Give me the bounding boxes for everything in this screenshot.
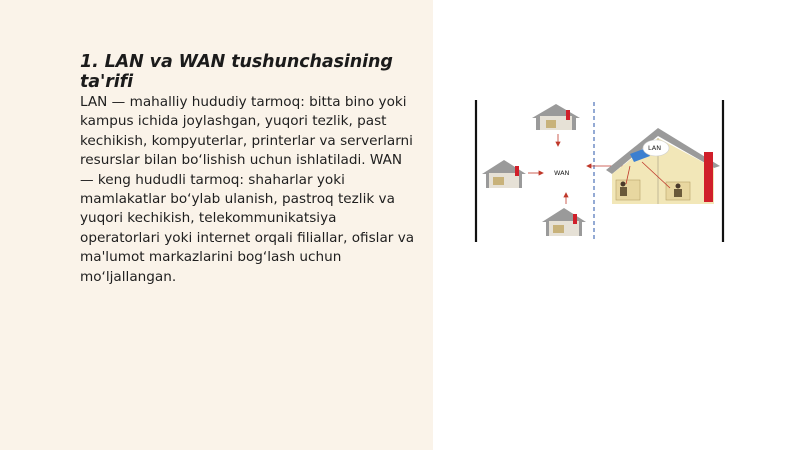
- wan-label: WAN: [554, 169, 570, 177]
- remote-house-bottom-icon: [542, 208, 586, 236]
- remote-house-top-icon: [532, 104, 580, 130]
- slide-heading: 1. LAN va WAN tushunchasining ta'rifi: [80, 52, 393, 92]
- lan-house-icon: [606, 128, 720, 204]
- lan-wan-illustration: [470, 96, 730, 246]
- slide-body-text: LAN — mahalliy hududiy tarmoq: bitta bino yoki kampus ichida joylashgan, yuqori tezlik, past kechikish, kompyuterlar, printerlar va serverlarni resurslar bilan boʻlishish uchun ishlatiladi. WAN — keng hududli tarmoq: shaharlar yoki mamlakatlar boʻylab ulanish, pastroq tezlik va yuqori kechikish, telekommunikatsiya operatorlari yoki internet orqali filiallar, ofislar va ma'lumot markazlarini bogʻlash uchun moʻljallangan.: [80, 94, 415, 285]
- lan-wan-diagram: [470, 96, 730, 246]
- lan-label: LAN: [648, 144, 662, 152]
- remote-house-left-icon: [482, 160, 526, 188]
